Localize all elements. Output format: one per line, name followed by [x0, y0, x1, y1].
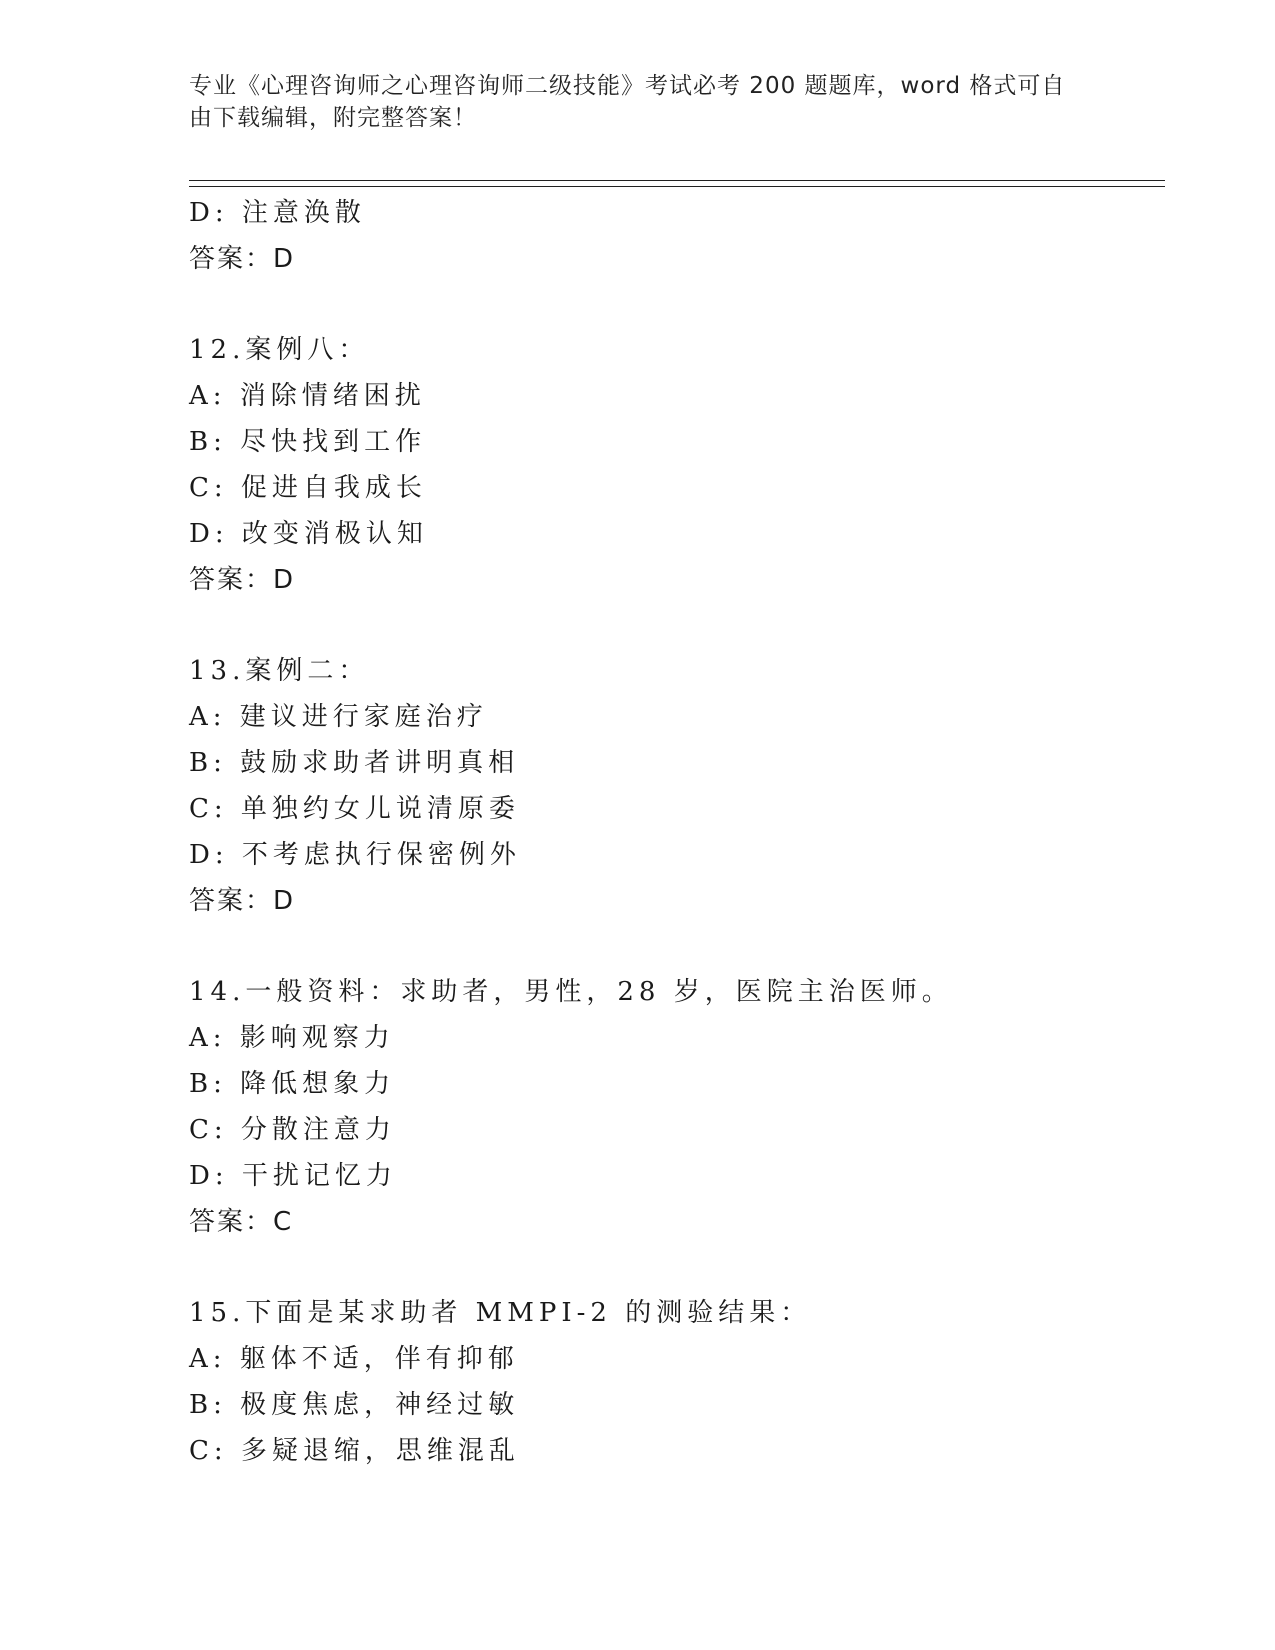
question-stem: 15.下面是某求助者 MMPI-2 的测验结果： [189, 1298, 812, 1328]
option-c: C: 分散注意力 [189, 1115, 396, 1145]
header-line-1: 专业《心理咨询师之心理咨询师二级技能》考试必考 200 题题库，word 格式可自 [189, 73, 1066, 99]
answer-line: 答案：D [189, 886, 296, 916]
answer-line: 答案：D [189, 244, 296, 274]
question-12 [189, 327, 1165, 603]
option-b: B: 鼓励求助者讲明真相 [189, 748, 520, 778]
question-list [189, 190, 1165, 1474]
answer-line: 答案：C [189, 1207, 294, 1237]
option-d: D: 改变消极认知 [189, 519, 428, 549]
option-c: C: 单独约女儿说清原委 [189, 794, 520, 824]
option-c: C: 多疑退缩，思维混乱 [189, 1436, 520, 1466]
option-d: D: 注意涣散 [189, 198, 366, 228]
option-b: B: 尽快找到工作 [189, 427, 427, 457]
question-13 [189, 648, 1165, 924]
question-stem: 13.案例二： [189, 656, 370, 686]
option-a: A: 影响观察力 [189, 1023, 395, 1053]
option-a: A: 建议进行家庭治疗 [189, 702, 488, 732]
question-stem: 14.一般资料：求助者，男性，28 岁，医院主治医师。 [189, 977, 953, 1007]
option-c: C: 促进自我成长 [189, 473, 427, 503]
header-rule-bottom [189, 186, 1165, 187]
option-d: D: 干扰记忆力 [189, 1161, 397, 1191]
option-a: A: 消除情绪困扰 [189, 381, 426, 411]
document-header [189, 70, 1069, 134]
question-15 [189, 1290, 1165, 1474]
question-stem: 12.案例八： [189, 335, 370, 365]
option-b: B: 降低想象力 [189, 1069, 396, 1099]
option-b: B: 极度焦虑，神经过敏 [189, 1390, 520, 1420]
question-14 [189, 969, 1165, 1245]
header-line-2: 由下载编辑，附完整答案！ [189, 105, 477, 131]
option-a: A: 躯体不适，伴有抑郁 [189, 1344, 519, 1374]
answer-line: 答案：D [189, 565, 296, 595]
header-rule-top [189, 180, 1165, 181]
option-d: D: 不考虑执行保密例外 [189, 840, 521, 870]
